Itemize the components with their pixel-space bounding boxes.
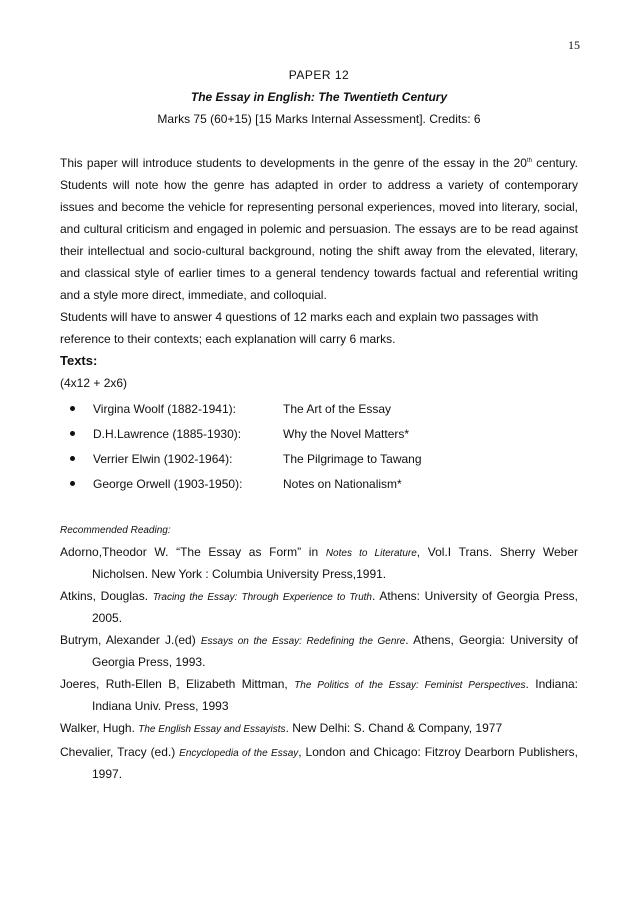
- text-author: Verrier Elwin (1902-1964):: [93, 451, 233, 466]
- intro-text-part1: This paper will introduce students to developments in the genre of the essay in the 20: [60, 156, 527, 170]
- text-work: Why the Novel Matters*: [283, 426, 410, 441]
- reading-entry: [60, 542, 578, 584]
- reading-entry-pre: Adorno,Theodor W. “The Essay as Form” in: [60, 545, 326, 559]
- list-item: [60, 421, 578, 446]
- reading-entry-title: The Politics of the Essay: Feminist Perspectives: [294, 680, 526, 691]
- intro-text-part2: century. Students will note how the genre has adapted in order to address a variety of contemporary issues and become the vehicle for representing personal experiences, moved into literary, social, and cultural criticism and engaged in polemic and persuasion. The essays are to be read against their intellectual and socio-cultural background, noting the shift away from the elevated, literary, and classical style of earlier times to a general tendency towards factual and referential writing and a style more direct, immediate, and colloquial.: [60, 156, 578, 302]
- reading-entry-title: Essays on the Essay: Redefining the Genre: [200, 636, 406, 647]
- texts-heading: Texts:: [60, 353, 98, 368]
- reading-entry-title: Encyclopedia of the Essay: [179, 748, 299, 759]
- reading-entry-pre: Atkins, Douglas.: [60, 589, 153, 603]
- bullet-icon: [70, 481, 75, 486]
- text-author: Virgina Woolf (1882-1941):: [93, 401, 236, 416]
- exam-paragraph: Students will have to answer 4 questions of 12 marks each and explain two passages with reference to their contexts; each explanation will carry 6 marks.: [60, 310, 539, 346]
- reading-entry-pre: Joeres, Ruth-Ellen B, Elizabeth Mittman,: [60, 677, 295, 691]
- reading-entry: [60, 630, 578, 672]
- recommended-reading-heading: Recommended Reading:: [60, 525, 171, 536]
- reading-entry: [60, 674, 578, 716]
- paper-title: The Essay in English: The Twentieth Century: [190, 90, 448, 104]
- reading-entry-title: Tracing the Essay: Through Experience to Truth: [152, 592, 372, 603]
- reading-entry-title: The English Essay and Essayists: [138, 724, 286, 735]
- text-author: George Orwell (1903-1950):: [93, 476, 243, 491]
- bullet-icon: [70, 406, 75, 411]
- reading-entry-pre: Butrym, Alexander J.(ed): [60, 633, 201, 647]
- reading-entry-post: . Indiana: Indiana Univ. Press, 1993: [92, 677, 579, 713]
- paper-label: PAPER 12: [288, 68, 350, 82]
- reading-entry-post: . New Delhi: S. Chand & Company, 1977: [285, 721, 503, 735]
- texts-list: [60, 396, 578, 496]
- text-work: The Pilgrimage to Tawang: [283, 451, 422, 466]
- reading-entry-pre: Chevalier, Tracy (ed.): [60, 745, 180, 759]
- text-work: The Art of the Essay: [283, 401, 392, 416]
- reading-entry-title: Notes to Literature: [325, 548, 417, 559]
- reading-entry-post: . Athens, Georgia: University of Georgia Press, 1993.: [92, 633, 578, 669]
- reading-entry-post: . Athens: University of Georgia Press, 2005.: [92, 589, 579, 625]
- intro-superscript: th: [526, 158, 532, 164]
- bullet-icon: [70, 456, 75, 461]
- list-item: [60, 446, 578, 471]
- text-author: D.H.Lawrence (1885-1930):: [93, 426, 242, 441]
- reading-entry-pre: Walker, Hugh.: [60, 721, 139, 735]
- bullet-icon: [70, 431, 75, 436]
- page-number: 15: [568, 38, 580, 52]
- intro-paragraph: [60, 152, 578, 306]
- texts-marks: (4x12 + 2x6): [60, 376, 128, 390]
- list-item: [60, 471, 578, 496]
- reading-entry-post: , London and Chicago: Fitzroy Dearborn Publishers, 1997.: [92, 745, 579, 781]
- reading-entry-post: , Vol.I Trans. Sherry Weber Nicholsen. New York : Columbia University Press,1991.: [92, 545, 578, 581]
- list-item: [60, 396, 578, 421]
- main-content: [60, 152, 578, 784]
- reading-entry: [60, 586, 578, 628]
- reading-entry: [60, 742, 578, 784]
- paper-marks: Marks 75 (60+15) [15 Marks Internal Assessment]. Credits: 6: [157, 112, 481, 126]
- text-work: Notes on Nationalism*: [283, 476, 402, 491]
- reading-entry: [60, 718, 578, 740]
